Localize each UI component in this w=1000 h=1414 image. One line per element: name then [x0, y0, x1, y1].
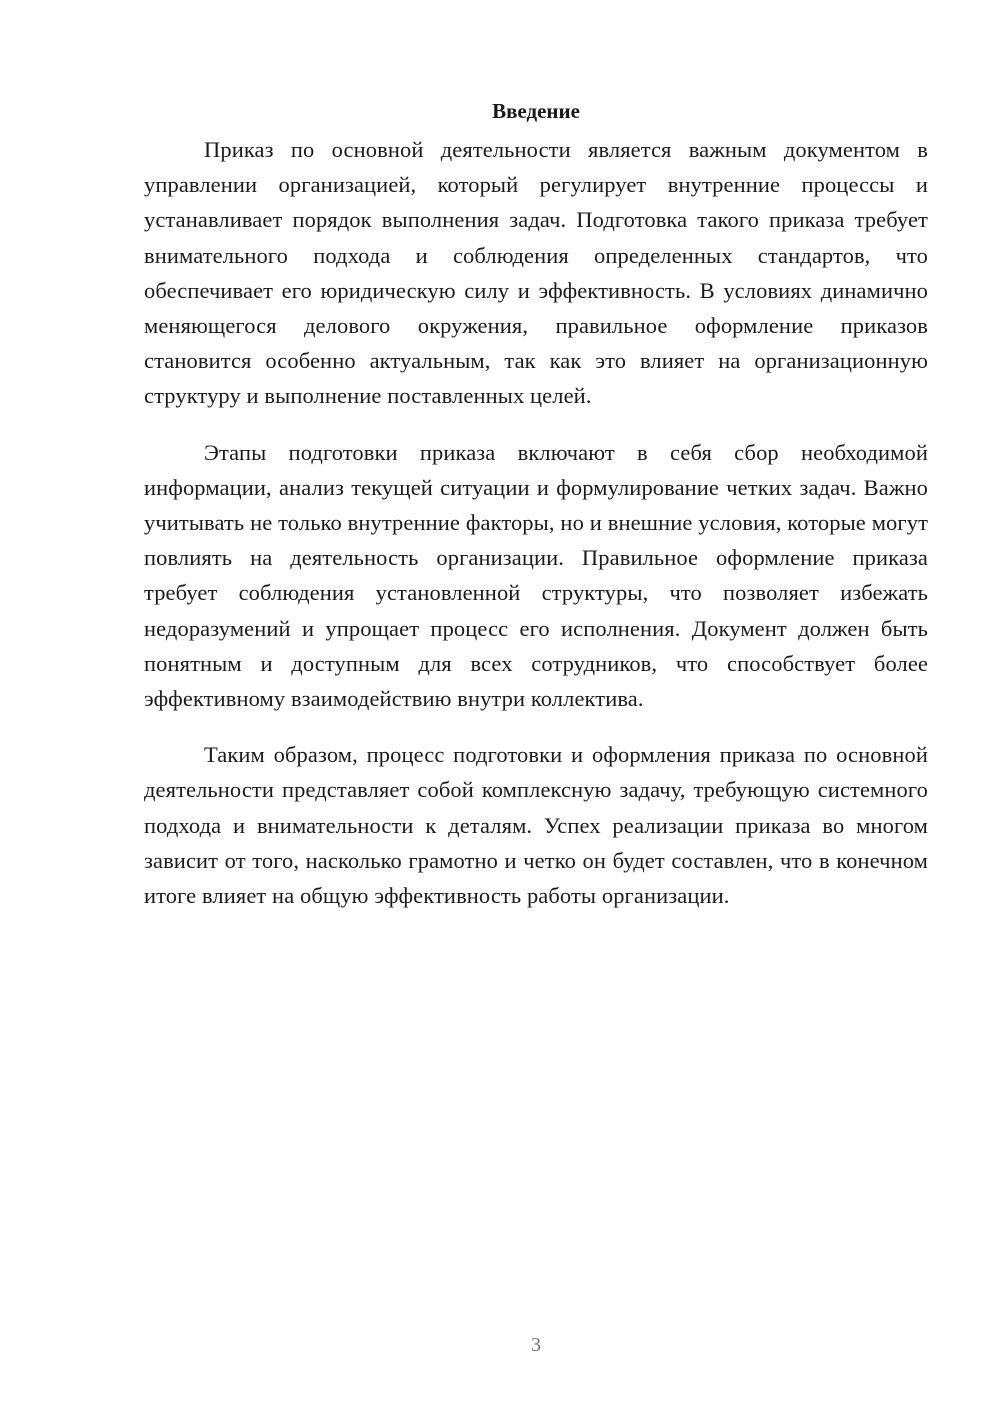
section-title: Введение: [492, 99, 580, 123]
paragraph-1: Приказ по основной деятельности является важным документом в управлении организацией, который регулирует внутренние процессы и устанавливает порядок выполнения задач. Подготовка такого приказа требует внимательного подхода и соблюдения определенных стандартов, что обеспечивает его юридическую силу и эффективность. В условиях динамично меняющегося делового окружения, правильное оформление приказов становится особенно актуальным, так как это влияет на организационную структуру и выполнение поставленных целей.: [144, 137, 928, 409]
page-number: 3: [531, 1334, 541, 1356]
paragraph-3: Таким образом, процесс подготовки и оформления приказа по основной деятельности представляет собой комплексную задачу, требующую системного подхода и внимательности к деталям. Успех реализации приказа во многом зависит от того, насколько грамотно и четко он будет составлен, что в конечном итоге влияет на общую эффективность работы организации.: [144, 742, 928, 909]
page-content: [144, 97, 928, 913]
paragraph-2: Этапы подготовки приказа включают в себя сбор необходимой информации, анализ текущей ситуации и формулирование четких задач. Важно учитывать не только внутренние факторы, но и внешние условия, которые могут повлиять на деятельность организации. Правильное оформление приказа требует соблюдения установленной структуры, что позволяет избежать недоразумений и упрощает процесс его исполнения. Документ должен быть понятным и доступным для всех сотрудников, что способствует более эффективному взаимодействию внутри коллектива.: [144, 439, 928, 712]
